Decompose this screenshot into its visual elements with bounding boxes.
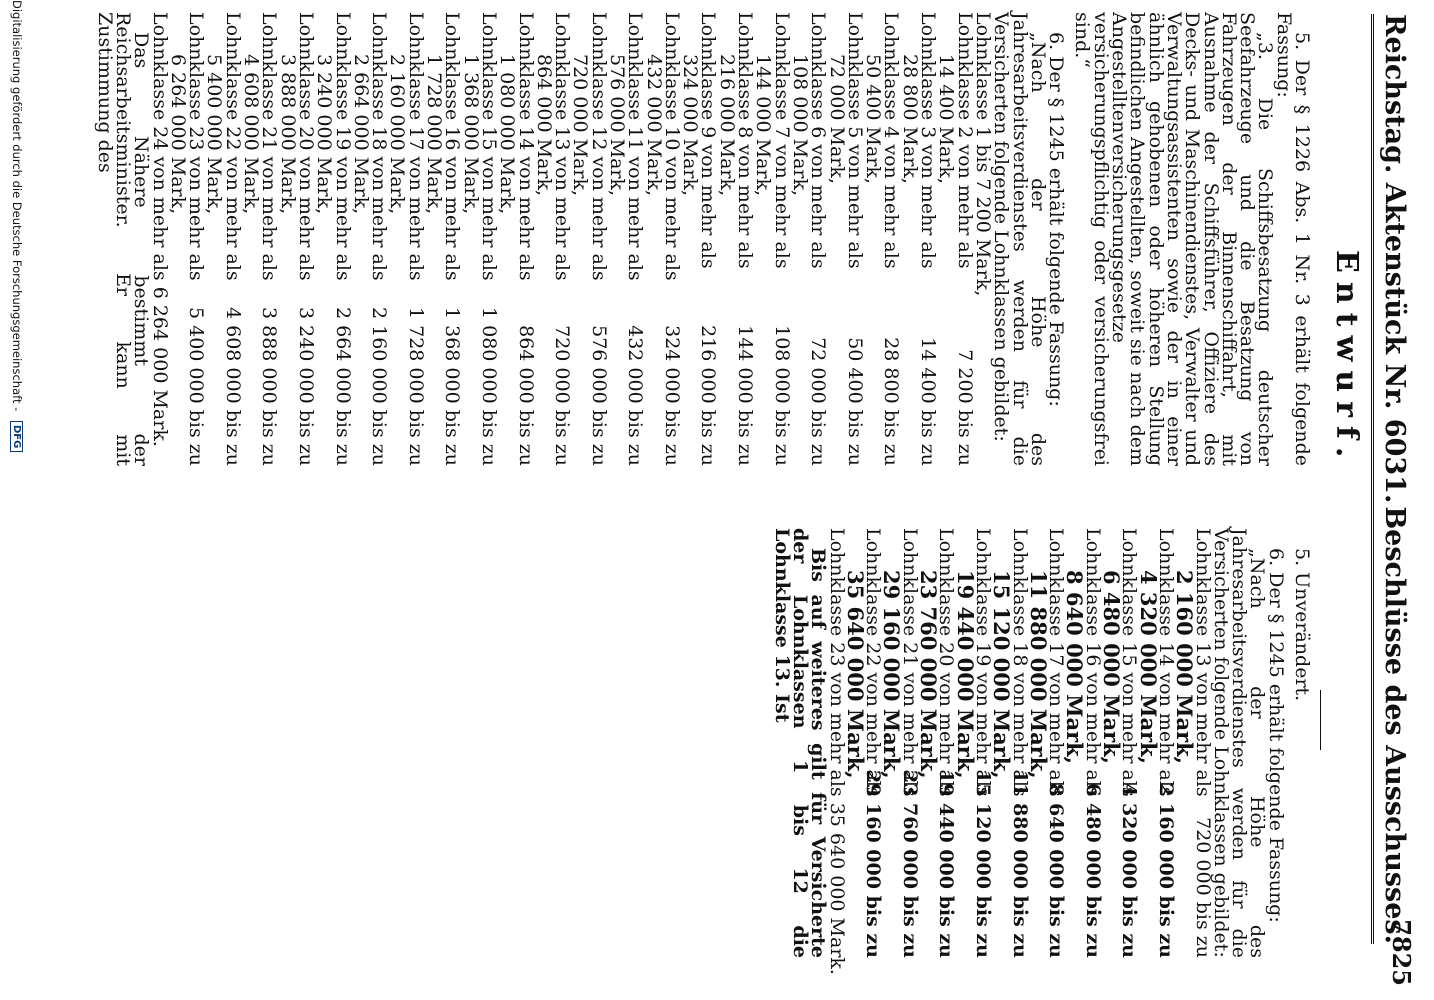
draft-class-row	[514, 12, 537, 466]
res-class-label: Lohnklasse 22 von mehr als	[862, 528, 885, 797]
draft-class-label: Lohnklasse 12 von mehr als	[587, 12, 610, 281]
res-class-label: Lohnklasse 13 von mehr als	[1191, 528, 1214, 797]
draft-class-row	[587, 12, 610, 466]
res-class-row	[1154, 528, 1177, 958]
header-left: Reichstag. Aktenstück Nr. 6031.	[1379, 14, 1410, 504]
draft-class-upper: 5 400 000 Mark,	[203, 54, 226, 215]
draft-class-label: Lohnklasse 3 von mehr als	[917, 12, 940, 269]
draft-class-upper: 108 000 Mark,	[788, 54, 811, 197]
draft-class-label: Lohnklasse 17 von mehr als	[404, 12, 427, 281]
draft-class-amount: 50 400 bis zu	[843, 337, 866, 466]
draft-class-row	[551, 12, 574, 466]
draft-class-label: Lohnklasse 5 von mehr als	[843, 12, 866, 269]
draft-class-upper: 324 000 Mark,	[679, 54, 702, 197]
draft-class-amount: 14 400 bis zu	[917, 337, 940, 466]
res-closing: Bis auf weiteres gilt für Versicherte der Lohnklassen 1 bis 12 die Lohnklasse 13. Ist	[770, 528, 830, 958]
res-p6-text: „Nach der Höhe des Jahresarbeitsverdienstes werden für die Versicherten folgende Lohnklassen gebildet:	[1209, 528, 1269, 958]
draft-class-upper: 6 264 000 Mark,	[166, 54, 189, 215]
draft-class-amount: 3 240 000 bis zu	[294, 306, 317, 466]
draft-class-label: Lohnklasse 21 von mehr als	[258, 12, 281, 281]
digitization-text: Digitalisierung gefördert durch die Deutsche Forschungsgemeinschaft -	[10, 0, 24, 412]
draft-class-label: Lohnklasse 13 von mehr als	[551, 12, 574, 281]
res-class-label: Lohnklasse 19 von mehr als	[971, 528, 994, 797]
res-class-upper: 8 640 000 Mark,	[1062, 570, 1088, 764]
res-class-upper: 6 480 000 Mark,	[1099, 570, 1125, 764]
draft-class-amount: 108 000 bis zu	[770, 325, 793, 466]
res-class-amount: 11 880 000 bis zu	[1008, 769, 1031, 958]
draft-class-upper: 50 400 Mark,	[862, 54, 885, 184]
resolution-column	[770, 528, 1313, 975]
draft-class-row	[953, 12, 976, 466]
res-class-label: Lohnklasse 20 von mehr als	[935, 528, 958, 797]
res-class-upper: 19 440 000 Mark,	[952, 570, 978, 779]
res-class-label: Lohnklasse 14 von mehr als	[1154, 528, 1177, 797]
draft-class-amount: 2 160 000 bis zu	[368, 306, 391, 466]
draft-class-upper: 144 000 Mark,	[752, 54, 775, 197]
draft-class-amount: 1 728 000 bis zu	[404, 306, 427, 466]
res-class-amount: 29 160 000 bis zu	[862, 769, 885, 958]
page-number: 7825	[1387, 919, 1416, 986]
draft-class-row	[807, 12, 830, 466]
draft-class-amount: 3 888 000 bis zu	[258, 306, 281, 466]
draft-class-amount: 216 000 bis zu	[697, 325, 720, 466]
res-class-upper: 15 120 000 Mark,	[989, 570, 1015, 779]
res-class-row	[1045, 528, 1068, 958]
draft-class-amount: 432 000 bis zu	[624, 325, 647, 466]
draft-class-row	[441, 12, 464, 466]
draft-class-upper: 3 240 000 Mark,	[313, 54, 336, 215]
draft-class-row	[331, 12, 354, 466]
draft-class-upper: 576 000 Mark,	[606, 54, 629, 197]
draft-class-upper: 3 888 000 Mark,	[276, 54, 299, 215]
draft-class-amount: 324 000 bis zu	[660, 325, 683, 466]
draft-class-row	[660, 12, 683, 466]
res-class-list	[825, 528, 1214, 975]
res-class-row	[1191, 528, 1214, 958]
res-class-row	[935, 528, 958, 958]
header-rule	[1371, 14, 1374, 944]
draft-class-label: Lohnklasse 9 von mehr als	[697, 12, 720, 269]
res-class-upper: 35 640 000 Mark,	[842, 570, 868, 779]
res-class-label: Lohnklasse 18 von mehr als	[1008, 528, 1031, 797]
column-head-rule	[1320, 690, 1321, 750]
draft-class-row	[185, 12, 208, 466]
draft-column	[95, 12, 1311, 466]
draft-class-label: Lohnklasse 19 von mehr als	[331, 12, 354, 281]
res-class-upper: 29 160 000 Mark,	[879, 570, 905, 779]
draft-column-title: Entwurf.	[1329, 250, 1364, 467]
res-class-upper: 4 320 000 Mark,	[1135, 570, 1161, 764]
draft-class-row	[624, 12, 647, 466]
draft-class-upper: 720 000 Mark,	[569, 54, 592, 197]
draft-class-label: Lohnklasse 6 von mehr als	[807, 12, 830, 269]
draft-class-upper: 2 664 000 Mark,	[349, 54, 372, 215]
draft-class-label: Lohnklasse 14 von mehr als	[514, 12, 537, 281]
draft-class-label: Lohnklasse 4 von mehr als	[880, 12, 903, 269]
res-class-row	[898, 528, 921, 958]
draft-class-upper: 72 000 Mark,	[825, 54, 848, 184]
draft-class-label: Lohnklasse 2 von mehr als	[953, 12, 976, 269]
res-class-row	[1118, 528, 1141, 958]
draft-class-upper: 4 608 000 Mark,	[240, 54, 263, 215]
draft-class-row	[221, 12, 244, 466]
res-class-upper: 2 160 000 Mark,	[1172, 570, 1198, 764]
draft-class-row	[258, 12, 281, 466]
draft-class-label: Lohnklasse 1 bis 7 200 Mark,	[971, 12, 994, 297]
draft-class-amount: 72 000 bis zu	[807, 337, 830, 466]
draft-class-upper: 216 000 Mark,	[715, 54, 738, 197]
draft-class-amount: 1 080 000 bis zu	[477, 306, 500, 466]
res-class-amount: 720 000 bis zu	[1191, 817, 1214, 958]
draft-class-label: Lohnklasse 20 von mehr als	[294, 12, 317, 281]
res-class-amount: 6 480 000 bis zu	[1081, 783, 1104, 958]
draft-class-row	[294, 12, 317, 466]
draft-class-upper: 2 160 000 Mark,	[386, 54, 409, 215]
res-p6-intro: 6. Der § 1245 erhält folgende Fassung:	[1264, 548, 1287, 923]
draft-class-label: Lohnklasse 16 von mehr als	[441, 12, 464, 281]
res-class-amount: 23 760 000 bis zu	[898, 769, 921, 958]
draft-class-upper: 1 728 000 Mark,	[423, 54, 446, 215]
draft-class-row	[368, 12, 391, 466]
res-class-amount: 19 440 000 bis zu	[935, 769, 958, 958]
draft-class-row	[917, 12, 940, 466]
draft-class-label: Lohnklasse 23 von mehr als	[185, 12, 208, 281]
draft-class-label: Lohnklasse 10 von mehr als	[660, 12, 683, 281]
draft-class-amount: 864 000 bis zu	[514, 325, 537, 466]
draft-class-upper: 864 000 Mark,	[532, 54, 555, 197]
draft-class-upper: 14 400 Mark,	[935, 54, 958, 184]
draft-class-amount: 7 200 bis zu	[953, 349, 976, 466]
res-class-row	[971, 528, 994, 958]
res-class-amount: 2 160 000 bis zu	[1154, 783, 1177, 958]
digitization-notice	[10, 0, 24, 452]
draft-class-row	[404, 12, 427, 466]
draft-class-row	[971, 12, 994, 466]
res-class-amount: 4 320 000 bis zu	[1118, 783, 1141, 958]
res-class-amount: 8 640 000 bis zu	[1045, 783, 1068, 958]
res-class-row	[862, 528, 885, 958]
draft-class-amount: 720 000 bis zu	[551, 325, 574, 466]
draft-p5-text: „3. Die Schiffsbesatzung deutscher Seefahrzeuge und die Besatzung von Fahrzeugen der Binnenschiffahrt, mit Ausnahme der Schiffsführer, Offiziere des Decks- und Maschinendienstes, Verwalter und Verwaltungsassistenten sowie der in einer ähnlich gehobenen oder höheren Stellung befindlichen Angestellten, soweit sie nach dem Angestelltenversicherungsgesetze versicherungspflichtig oder versicherungsfrei sind.“	[1071, 12, 1277, 466]
res-class-upper: 23 760 000 Mark,	[916, 570, 942, 779]
draft-class-label: Lohnklasse 24 von mehr als 6 264 000 Mark.	[148, 12, 171, 447]
draft-p6-intro: 6. Der § 1245 erhält folgende Fassung:	[1045, 32, 1068, 407]
res-class-label: Lohnklasse 15 von mehr als	[1118, 528, 1141, 797]
draft-class-list	[150, 12, 992, 466]
draft-p5-intro: 5. Der § 1226 Abs. 1 Nr. 3 erhält folgende Fassung:	[1272, 12, 1313, 466]
draft-closing: Das Nähere bestimmt der Reichsarbeitsminister. Er kann mit Zustimmung des	[93, 12, 153, 466]
draft-class-amount: 4 608 000 bis zu	[221, 306, 244, 466]
draft-class-amount: 5 400 000 bis zu	[185, 306, 208, 466]
draft-class-label: Lohnklasse 11 von mehr als	[624, 12, 647, 281]
draft-class-row	[770, 12, 793, 466]
header-center: Beschlüsse des Ausschusses.	[1379, 506, 1410, 944]
res-class-row	[1081, 528, 1104, 958]
res-class-label: Lohnklasse 17 von mehr als	[1045, 528, 1068, 797]
draft-class-upper: 1 080 000 Mark,	[496, 54, 519, 215]
draft-class-upper: 432 000 Mark,	[642, 54, 665, 197]
draft-class-row	[477, 12, 500, 466]
draft-class-upper: 28 800 Mark,	[898, 54, 921, 184]
draft-p6-text: „Nach der Höhe des Jahresarbeitsverdienstes werden für die Versicherten folgende Lohnklassen gebildet:	[990, 12, 1049, 466]
res-class-amount: 15 120 000 bis zu	[971, 769, 994, 958]
draft-class-upper: 1 368 000 Mark,	[459, 54, 482, 215]
draft-class-label: Lohnklasse 7 von mehr als	[770, 12, 793, 269]
res-class-label: Lohnklasse 23 von mehr als 35 640 000 Mark.	[825, 528, 848, 975]
res-class-label: Lohnklasse 16 von mehr als	[1081, 528, 1104, 797]
draft-class-label: Lohnklasse 8 von mehr als	[734, 12, 757, 269]
page-header	[1376, 14, 1416, 944]
res-class-upper: 11 880 000 Mark,	[1025, 570, 1051, 779]
draft-class-label: Lohnklasse 18 von mehr als	[368, 12, 391, 281]
draft-class-row	[734, 12, 757, 466]
res-class-row	[825, 528, 848, 975]
draft-class-row	[843, 12, 866, 466]
draft-class-row	[697, 12, 720, 466]
res-class-label: Lohnklasse 21 von mehr als	[898, 528, 921, 797]
dfg-logo-icon: DFG	[10, 421, 23, 452]
draft-class-amount: 576 000 bis zu	[587, 325, 610, 466]
draft-class-label: Lohnklasse 15 von mehr als	[477, 12, 500, 281]
draft-class-amount: 1 368 000 bis zu	[441, 306, 464, 466]
res-p5: 5. Unverändert.	[1291, 548, 1313, 702]
res-class-row	[1008, 528, 1031, 958]
draft-class-amount: 28 800 bis zu	[880, 337, 903, 466]
draft-class-amount: 144 000 bis zu	[734, 325, 757, 466]
draft-class-row	[148, 12, 171, 466]
draft-class-label: Lohnklasse 22 von mehr als	[221, 12, 244, 281]
draft-class-row	[880, 12, 903, 466]
draft-class-amount: 2 664 000 bis zu	[331, 306, 354, 466]
